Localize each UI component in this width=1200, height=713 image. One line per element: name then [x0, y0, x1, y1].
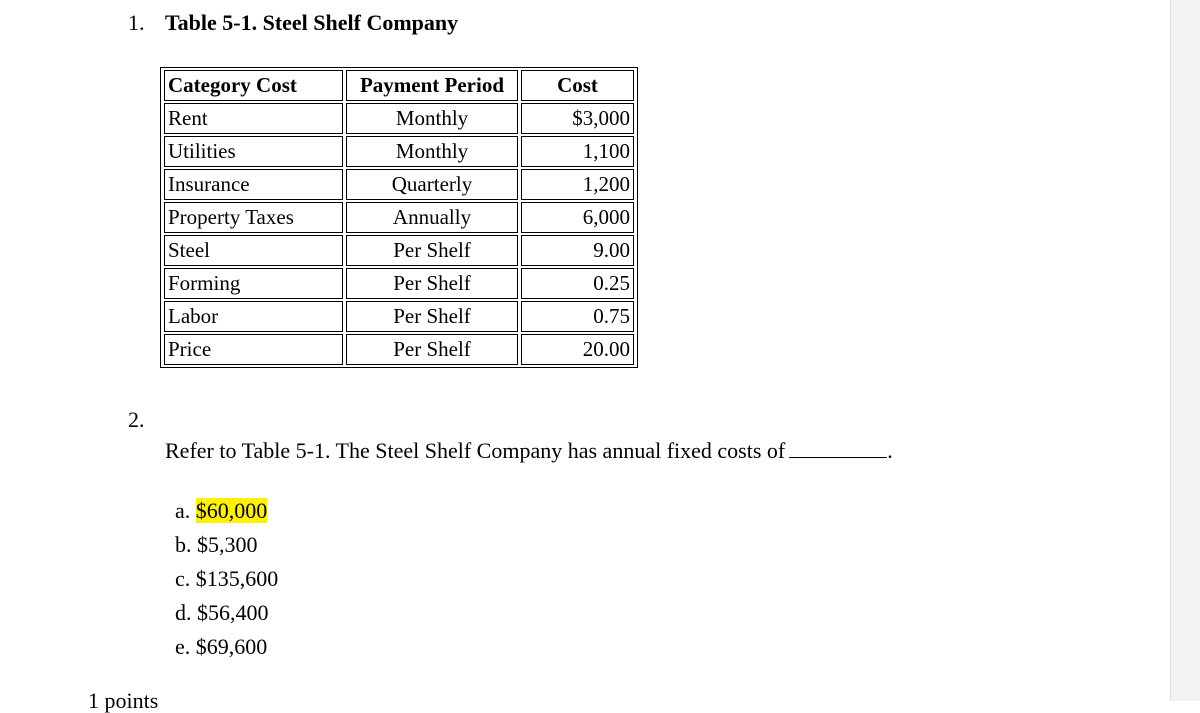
- cell-cost: 1,200: [521, 169, 634, 200]
- table-body: [164, 103, 634, 365]
- cell-cost: 0.75: [521, 301, 634, 332]
- answer-choice[interactable]: [175, 596, 278, 630]
- cell-category: Property Taxes: [164, 202, 343, 233]
- question-number-1: 1.: [128, 10, 145, 35]
- choice-text: $56,400: [197, 600, 269, 625]
- choice-letter: e.: [175, 634, 191, 659]
- answer-choice[interactable]: [175, 528, 278, 562]
- answer-choice[interactable]: [175, 630, 278, 664]
- choice-letter: b.: [175, 532, 192, 557]
- question-prompt: [165, 437, 893, 464]
- choice-text: $60,000: [195, 498, 268, 523]
- answer-choice[interactable]: [175, 562, 278, 596]
- answer-blank: [789, 437, 887, 458]
- cell-cost: 1,100: [521, 136, 634, 167]
- cell-cost: 6,000: [521, 202, 634, 233]
- cell-payment-period: Per Shelf: [346, 334, 518, 365]
- cell-category: Rent: [164, 103, 343, 134]
- choice-letter: a.: [175, 498, 191, 523]
- question-prompt-end: .: [887, 438, 893, 463]
- cell-category: Price: [164, 334, 343, 365]
- table-row: [164, 136, 634, 167]
- cell-payment-period: Per Shelf: [346, 235, 518, 266]
- cell-payment-period: Per Shelf: [346, 301, 518, 332]
- header-category-cost: Category Cost: [164, 70, 343, 101]
- table-row: [164, 301, 634, 332]
- cell-cost: 0.25: [521, 268, 634, 299]
- question-number-2: 2.: [128, 407, 145, 432]
- answer-choice[interactable]: [175, 494, 278, 528]
- header-cost: Cost: [521, 70, 634, 101]
- choice-letter: d.: [175, 600, 192, 625]
- question-prompt-text: Refer to Table 5-1. The Steel Shelf Company has annual fixed costs of: [165, 438, 786, 463]
- cell-category: Labor: [164, 301, 343, 332]
- table-row: [164, 268, 634, 299]
- cell-category: Steel: [164, 235, 343, 266]
- table-row: [164, 235, 634, 266]
- table-row: [164, 103, 634, 134]
- table-row: [164, 169, 634, 200]
- choice-text: $5,300: [197, 532, 258, 557]
- table-row: [164, 334, 634, 365]
- cell-cost: 9.00: [521, 235, 634, 266]
- cell-category: Forming: [164, 268, 343, 299]
- cell-category: Insurance: [164, 169, 343, 200]
- choice-letter: c.: [175, 566, 191, 591]
- cell-payment-period: Annually: [346, 202, 518, 233]
- table-header-row: [164, 70, 634, 101]
- scrollbar-track[interactable]: [1170, 0, 1200, 701]
- points-label: 1 points: [88, 688, 159, 713]
- cell-cost: 20.00: [521, 334, 634, 365]
- cost-table: [160, 67, 638, 368]
- choice-text: $69,600: [195, 634, 268, 659]
- cell-cost: $3,000: [521, 103, 634, 134]
- table-row: [164, 202, 634, 233]
- choice-text: $135,600: [195, 566, 279, 591]
- cell-payment-period: Quarterly: [346, 169, 518, 200]
- answer-choices: [175, 494, 278, 664]
- cell-payment-period: Per Shelf: [346, 268, 518, 299]
- cell-payment-period: Monthly: [346, 103, 518, 134]
- cell-payment-period: Monthly: [346, 136, 518, 167]
- header-payment-period: Payment Period: [346, 70, 518, 101]
- cell-category: Utilities: [164, 136, 343, 167]
- table-title: Table 5-1. Steel Shelf Company: [165, 10, 459, 35]
